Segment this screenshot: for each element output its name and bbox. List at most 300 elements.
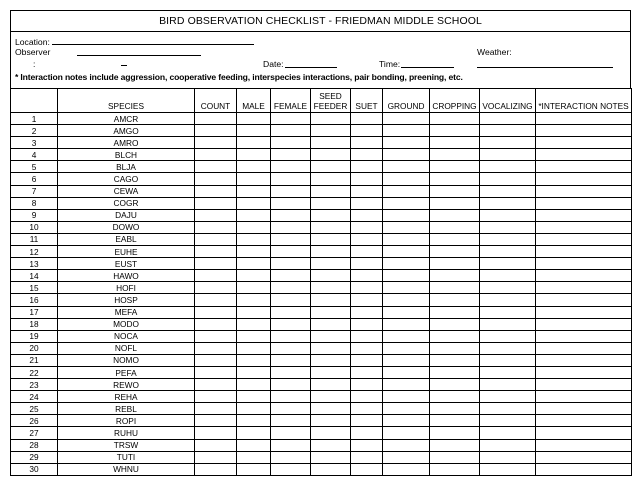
entry-cell[interactable]	[311, 463, 351, 475]
entry-cell[interactable]	[430, 403, 480, 415]
time-field[interactable]	[401, 59, 454, 68]
entry-cell[interactable]	[195, 391, 237, 403]
entry-cell[interactable]	[536, 270, 632, 282]
entry-cell[interactable]	[383, 427, 430, 439]
row-number: 27	[11, 427, 58, 439]
entry-cell[interactable]	[430, 246, 480, 258]
entry-cell[interactable]	[536, 306, 632, 318]
entry-cell[interactable]	[536, 221, 632, 233]
entry-cell[interactable]	[351, 463, 383, 475]
entry-cell[interactable]	[536, 125, 632, 137]
entry-cell[interactable]	[430, 125, 480, 137]
entry-cell[interactable]	[351, 415, 383, 427]
entry-cell[interactable]	[383, 246, 430, 258]
entry-cell[interactable]	[237, 354, 271, 366]
entry-cell[interactable]	[311, 258, 351, 270]
entry-cell[interactable]	[536, 209, 632, 221]
entry-cell[interactable]	[271, 366, 311, 378]
entry-cell[interactable]	[480, 125, 536, 137]
entry-cell[interactable]	[237, 233, 271, 245]
entry-cell[interactable]	[237, 246, 271, 258]
entry-cell[interactable]	[237, 306, 271, 318]
entry-cell[interactable]	[430, 306, 480, 318]
entry-cell[interactable]	[271, 258, 311, 270]
entry-cell[interactable]	[351, 439, 383, 451]
entry-cell[interactable]	[271, 451, 311, 463]
entry-cell[interactable]	[383, 282, 430, 294]
entry-cell[interactable]	[430, 463, 480, 475]
entry-cell[interactable]	[311, 149, 351, 161]
location-label: Location:	[15, 37, 50, 47]
entry-cell[interactable]	[480, 318, 536, 330]
entry-cell[interactable]	[271, 391, 311, 403]
entry-cell[interactable]	[430, 451, 480, 463]
entry-cell[interactable]	[351, 427, 383, 439]
entry-cell[interactable]	[480, 282, 536, 294]
entry-cell[interactable]	[430, 330, 480, 342]
row-number: 6	[11, 173, 58, 185]
entry-cell[interactable]	[195, 125, 237, 137]
entry-cell[interactable]	[271, 306, 311, 318]
table-row	[11, 149, 632, 161]
entry-cell[interactable]	[480, 463, 536, 475]
entry-cell[interactable]	[195, 246, 237, 258]
weather-field[interactable]	[477, 59, 613, 68]
entry-cell[interactable]	[195, 330, 237, 342]
entry-cell[interactable]	[383, 294, 430, 306]
entry-cell[interactable]	[383, 233, 430, 245]
entry-cell[interactable]	[311, 306, 351, 318]
entry-cell[interactable]	[351, 258, 383, 270]
entry-cell[interactable]	[195, 221, 237, 233]
entry-cell[interactable]	[195, 366, 237, 378]
entry-cell[interactable]	[351, 342, 383, 354]
species-code: HAWO	[58, 270, 195, 282]
entry-cell[interactable]	[311, 125, 351, 137]
species-code: HOSP	[58, 294, 195, 306]
entry-cell[interactable]	[480, 246, 536, 258]
entry-cell[interactable]	[536, 463, 632, 475]
entry-cell[interactable]	[536, 161, 632, 173]
entry-cell[interactable]	[351, 391, 383, 403]
entry-cell[interactable]	[237, 221, 271, 233]
entry-cell[interactable]	[480, 173, 536, 185]
entry-cell[interactable]	[430, 379, 480, 391]
entry-cell[interactable]	[271, 282, 311, 294]
entry-cell[interactable]	[536, 451, 632, 463]
species-code: ROPI	[58, 415, 195, 427]
entry-cell[interactable]	[237, 294, 271, 306]
entry-cell[interactable]	[480, 185, 536, 197]
entry-cell[interactable]	[271, 185, 311, 197]
entry-cell[interactable]	[195, 185, 237, 197]
entry-cell[interactable]	[195, 439, 237, 451]
species-code: BLJA	[58, 161, 195, 173]
entry-cell[interactable]	[237, 379, 271, 391]
entry-cell[interactable]	[383, 379, 430, 391]
entry-cell[interactable]	[195, 197, 237, 209]
entry-cell[interactable]	[536, 246, 632, 258]
date-field[interactable]	[285, 59, 337, 68]
entry-cell[interactable]	[383, 137, 430, 149]
entry-cell[interactable]	[383, 221, 430, 233]
entry-cell[interactable]	[430, 221, 480, 233]
entry-cell[interactable]	[430, 366, 480, 378]
entry-cell[interactable]	[311, 427, 351, 439]
entry-cell[interactable]	[383, 209, 430, 221]
species-code: MODO	[58, 318, 195, 330]
entry-cell[interactable]	[536, 282, 632, 294]
entry-cell[interactable]	[351, 113, 383, 125]
entry-cell[interactable]	[536, 439, 632, 451]
entry-cell[interactable]	[237, 270, 271, 282]
entry-cell[interactable]	[383, 342, 430, 354]
entry-cell[interactable]	[271, 379, 311, 391]
entry-cell[interactable]	[383, 149, 430, 161]
entry-cell[interactable]	[351, 451, 383, 463]
row-number: 5	[11, 161, 58, 173]
entry-cell[interactable]	[271, 318, 311, 330]
entry-cell[interactable]	[480, 149, 536, 161]
entry-cell[interactable]	[311, 439, 351, 451]
entry-cell[interactable]	[480, 342, 536, 354]
entry-cell[interactable]	[351, 149, 383, 161]
entry-cell[interactable]	[430, 318, 480, 330]
entry-cell[interactable]	[237, 185, 271, 197]
entry-cell[interactable]	[351, 379, 383, 391]
entry-cell[interactable]	[311, 366, 351, 378]
entry-cell[interactable]	[351, 354, 383, 366]
entry-cell[interactable]	[271, 197, 311, 209]
entry-cell[interactable]	[195, 427, 237, 439]
entry-cell[interactable]	[430, 137, 480, 149]
entry-cell[interactable]	[271, 439, 311, 451]
entry-cell[interactable]	[430, 258, 480, 270]
entry-cell[interactable]	[351, 233, 383, 245]
entry-cell[interactable]	[237, 258, 271, 270]
entry-cell[interactable]	[536, 379, 632, 391]
entry-cell[interactable]	[536, 415, 632, 427]
entry-cell[interactable]	[480, 354, 536, 366]
entry-cell[interactable]	[536, 427, 632, 439]
entry-cell[interactable]	[271, 233, 311, 245]
entry-cell[interactable]	[383, 415, 430, 427]
table-row	[11, 185, 632, 197]
entry-cell[interactable]	[430, 354, 480, 366]
entry-cell[interactable]	[351, 294, 383, 306]
table-row	[11, 379, 632, 391]
entry-cell[interactable]	[536, 113, 632, 125]
entry-cell[interactable]	[536, 391, 632, 403]
entry-cell[interactable]	[271, 125, 311, 137]
entry-cell[interactable]	[480, 294, 536, 306]
entry-cell[interactable]	[480, 379, 536, 391]
entry-cell[interactable]	[237, 282, 271, 294]
entry-cell[interactable]	[237, 113, 271, 125]
entry-cell[interactable]	[311, 233, 351, 245]
entry-cell[interactable]	[271, 137, 311, 149]
row-number: 4	[11, 149, 58, 161]
entry-cell[interactable]	[480, 403, 536, 415]
entry-cell[interactable]	[430, 161, 480, 173]
table-header-row	[11, 89, 632, 113]
entry-cell[interactable]	[271, 270, 311, 282]
entry-cell[interactable]	[195, 451, 237, 463]
entry-cell[interactable]	[237, 318, 271, 330]
entry-cell[interactable]	[311, 282, 351, 294]
entry-cell[interactable]	[237, 137, 271, 149]
entry-cell[interactable]	[351, 125, 383, 137]
entry-cell[interactable]	[237, 342, 271, 354]
entry-cell[interactable]	[311, 342, 351, 354]
entry-cell[interactable]	[195, 137, 237, 149]
entry-cell[interactable]	[536, 197, 632, 209]
entry-cell[interactable]	[311, 415, 351, 427]
entry-cell[interactable]	[195, 306, 237, 318]
entry-cell[interactable]	[480, 161, 536, 173]
observer-field[interactable]	[77, 47, 201, 56]
entry-cell[interactable]	[480, 439, 536, 451]
entry-cell[interactable]	[536, 342, 632, 354]
entry-cell[interactable]	[383, 366, 430, 378]
entry-cell[interactable]	[430, 342, 480, 354]
entry-cell[interactable]	[351, 185, 383, 197]
entry-cell[interactable]	[480, 209, 536, 221]
entry-cell[interactable]	[351, 161, 383, 173]
entry-cell[interactable]	[195, 161, 237, 173]
entry-cell[interactable]	[383, 197, 430, 209]
entry-cell[interactable]	[271, 463, 311, 475]
entry-cell[interactable]	[195, 379, 237, 391]
entry-cell[interactable]	[430, 149, 480, 161]
entry-cell[interactable]	[237, 197, 271, 209]
entry-cell[interactable]	[237, 451, 271, 463]
entry-cell[interactable]	[237, 161, 271, 173]
entry-cell[interactable]	[311, 270, 351, 282]
entry-cell[interactable]	[271, 403, 311, 415]
row-number: 29	[11, 451, 58, 463]
entry-cell[interactable]	[430, 282, 480, 294]
entry-cell[interactable]	[480, 137, 536, 149]
entry-cell[interactable]	[430, 427, 480, 439]
entry-cell[interactable]	[480, 306, 536, 318]
entry-cell[interactable]	[383, 161, 430, 173]
entry-cell[interactable]	[311, 246, 351, 258]
entry-cell[interactable]	[237, 125, 271, 137]
entry-cell[interactable]	[383, 403, 430, 415]
entry-cell[interactable]	[383, 463, 430, 475]
entry-cell[interactable]	[430, 185, 480, 197]
entry-cell[interactable]	[351, 197, 383, 209]
entry-cell[interactable]	[536, 149, 632, 161]
entry-cell[interactable]	[383, 439, 430, 451]
entry-cell[interactable]	[480, 366, 536, 378]
entry-cell[interactable]	[351, 221, 383, 233]
entry-cell[interactable]	[237, 366, 271, 378]
entry-cell[interactable]	[311, 330, 351, 342]
entry-cell[interactable]	[195, 113, 237, 125]
entry-cell[interactable]	[195, 282, 237, 294]
entry-cell[interactable]	[430, 233, 480, 245]
entry-cell[interactable]	[311, 221, 351, 233]
entry-cell[interactable]	[480, 391, 536, 403]
entry-cell[interactable]	[351, 282, 383, 294]
entry-cell[interactable]	[311, 161, 351, 173]
entry-cell[interactable]	[271, 246, 311, 258]
entry-cell[interactable]	[536, 318, 632, 330]
entry-cell[interactable]	[195, 149, 237, 161]
entry-cell[interactable]	[195, 173, 237, 185]
entry-cell[interactable]	[195, 209, 237, 221]
entry-cell[interactable]	[237, 391, 271, 403]
entry-cell[interactable]	[195, 258, 237, 270]
entry-cell[interactable]	[480, 113, 536, 125]
species-code: WHNU	[58, 463, 195, 475]
entry-cell[interactable]	[237, 173, 271, 185]
entry-cell[interactable]	[271, 294, 311, 306]
entry-cell[interactable]	[383, 125, 430, 137]
entry-cell[interactable]	[536, 354, 632, 366]
entry-cell[interactable]	[195, 354, 237, 366]
entry-cell[interactable]	[271, 173, 311, 185]
entry-cell[interactable]	[351, 270, 383, 282]
entry-cell[interactable]	[480, 197, 536, 209]
entry-cell[interactable]	[311, 318, 351, 330]
entry-cell[interactable]	[383, 173, 430, 185]
entry-cell[interactable]	[237, 149, 271, 161]
entry-cell[interactable]	[351, 403, 383, 415]
entry-cell[interactable]	[480, 415, 536, 427]
entry-cell[interactable]	[383, 330, 430, 342]
entry-cell[interactable]	[271, 161, 311, 173]
entry-cell[interactable]	[430, 113, 480, 125]
entry-cell[interactable]	[351, 173, 383, 185]
entry-cell[interactable]	[311, 391, 351, 403]
entry-cell[interactable]	[383, 451, 430, 463]
entry-cell[interactable]	[383, 306, 430, 318]
entry-cell[interactable]	[536, 137, 632, 149]
entry-cell[interactable]	[480, 427, 536, 439]
entry-cell[interactable]	[237, 209, 271, 221]
species-code: CEWA	[58, 185, 195, 197]
entry-cell[interactable]	[480, 258, 536, 270]
entry-cell[interactable]	[271, 113, 311, 125]
table-row	[11, 258, 632, 270]
entry-cell[interactable]	[351, 137, 383, 149]
entry-cell[interactable]	[311, 173, 351, 185]
entry-cell[interactable]	[383, 318, 430, 330]
entry-cell[interactable]	[430, 391, 480, 403]
entry-cell[interactable]	[430, 439, 480, 451]
entry-cell[interactable]	[311, 379, 351, 391]
entry-cell[interactable]	[536, 366, 632, 378]
entry-cell[interactable]	[195, 403, 237, 415]
entry-cell[interactable]	[311, 209, 351, 221]
entry-cell[interactable]	[430, 415, 480, 427]
entry-cell[interactable]	[271, 342, 311, 354]
entry-cell[interactable]	[195, 233, 237, 245]
entry-cell[interactable]	[195, 294, 237, 306]
entry-cell[interactable]	[480, 221, 536, 233]
entry-cell[interactable]	[237, 463, 271, 475]
entry-cell[interactable]	[237, 403, 271, 415]
entry-cell[interactable]	[195, 318, 237, 330]
entry-cell[interactable]	[195, 415, 237, 427]
entry-cell[interactable]	[311, 403, 351, 415]
entry-cell[interactable]	[195, 270, 237, 282]
entry-cell[interactable]	[195, 342, 237, 354]
entry-cell[interactable]	[430, 197, 480, 209]
entry-cell[interactable]	[351, 366, 383, 378]
table-row	[11, 463, 632, 475]
entry-cell[interactable]	[271, 209, 311, 221]
row-number: 16	[11, 294, 58, 306]
entry-cell[interactable]	[271, 221, 311, 233]
column-header-species: SPECIES	[58, 89, 195, 113]
entry-cell[interactable]	[383, 391, 430, 403]
entry-cell[interactable]	[383, 113, 430, 125]
entry-cell[interactable]	[237, 439, 271, 451]
location-line	[15, 36, 254, 47]
entry-cell[interactable]	[480, 270, 536, 282]
entry-cell[interactable]	[271, 427, 311, 439]
entry-cell[interactable]	[430, 294, 480, 306]
entry-cell[interactable]	[480, 451, 536, 463]
column-header-interaction-notes: *INTERACTION NOTES	[536, 89, 632, 113]
entry-cell[interactable]	[311, 137, 351, 149]
entry-cell[interactable]	[383, 354, 430, 366]
entry-cell[interactable]	[311, 451, 351, 463]
entry-cell[interactable]	[271, 330, 311, 342]
entry-cell[interactable]	[536, 403, 632, 415]
species-code: RUHU	[58, 427, 195, 439]
entry-cell[interactable]	[536, 185, 632, 197]
entry-cell[interactable]	[536, 233, 632, 245]
entry-cell[interactable]	[271, 415, 311, 427]
entry-cell[interactable]	[430, 270, 480, 282]
entry-cell[interactable]	[430, 209, 480, 221]
entry-cell[interactable]	[311, 197, 351, 209]
entry-cell[interactable]	[430, 173, 480, 185]
entry-cell[interactable]	[536, 330, 632, 342]
entry-cell[interactable]	[351, 209, 383, 221]
entry-cell[interactable]	[195, 463, 237, 475]
entry-cell[interactable]	[351, 330, 383, 342]
entry-cell[interactable]	[271, 354, 311, 366]
entry-cell[interactable]	[536, 294, 632, 306]
entry-cell[interactable]	[311, 354, 351, 366]
entry-cell[interactable]	[383, 258, 430, 270]
entry-cell[interactable]	[351, 318, 383, 330]
entry-cell[interactable]	[383, 270, 430, 282]
row-number: 10	[11, 221, 58, 233]
location-field[interactable]	[52, 36, 254, 45]
entry-cell[interactable]	[237, 427, 271, 439]
entry-cell[interactable]	[311, 294, 351, 306]
entry-cell[interactable]	[351, 246, 383, 258]
entry-cell[interactable]	[271, 149, 311, 161]
entry-cell[interactable]	[351, 306, 383, 318]
entry-cell[interactable]	[536, 173, 632, 185]
entry-cell[interactable]	[237, 415, 271, 427]
entry-cell[interactable]	[237, 330, 271, 342]
entry-cell[interactable]	[480, 233, 536, 245]
entry-cell[interactable]	[311, 185, 351, 197]
entry-cell[interactable]	[480, 330, 536, 342]
entry-cell[interactable]	[383, 185, 430, 197]
entry-cell[interactable]	[311, 113, 351, 125]
entry-cell[interactable]	[536, 258, 632, 270]
